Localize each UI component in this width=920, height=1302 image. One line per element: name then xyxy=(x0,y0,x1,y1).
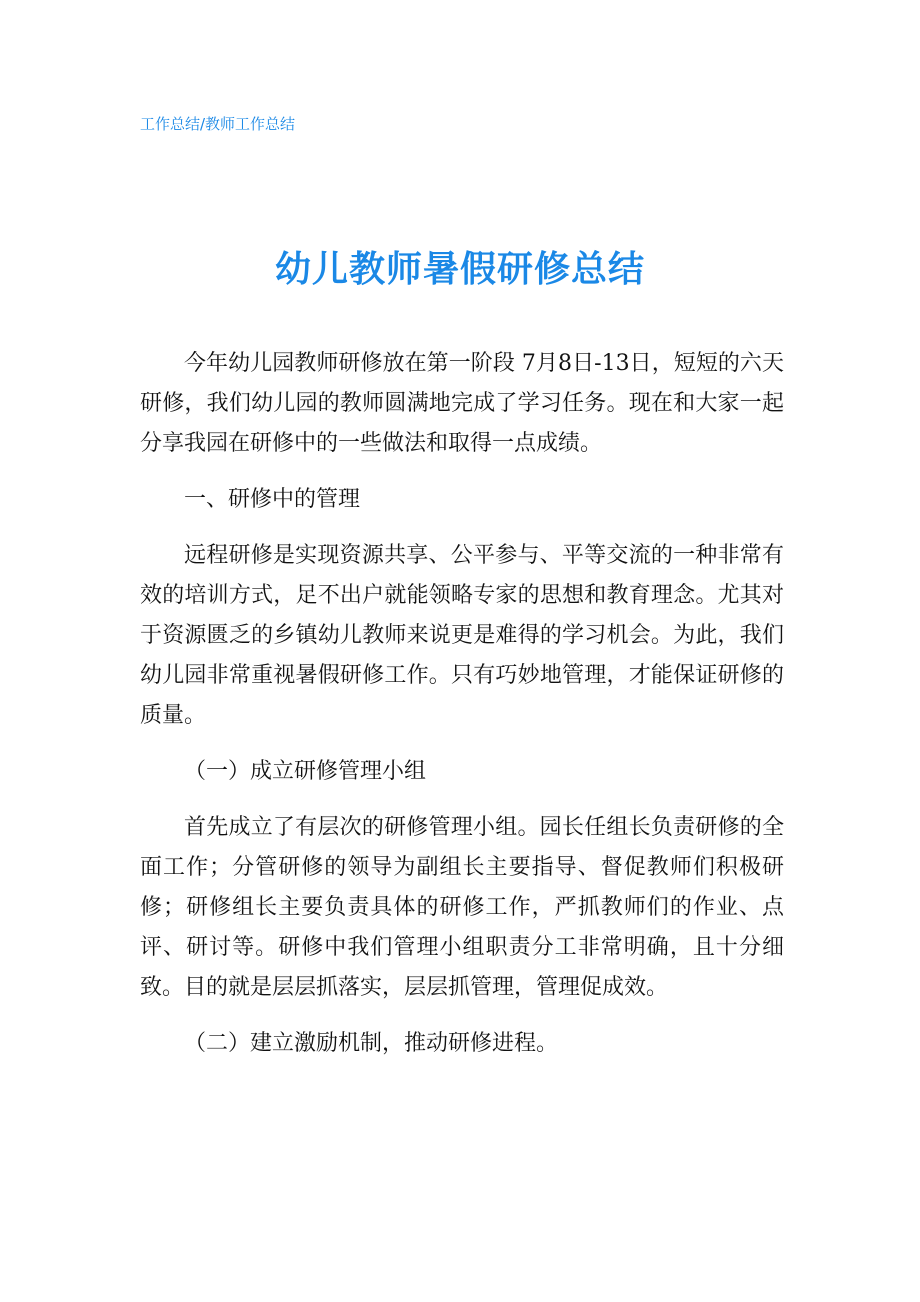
section-heading-management: 一、研修中的管理 xyxy=(184,487,361,512)
breadcrumb-link[interactable]: 工作总结/教师工作总结 xyxy=(140,115,296,133)
document-body xyxy=(140,344,784,1080)
body-paragraph-team: 首先成立了有层次的研修管理小组。园长任组长负责研修的全面工作；分管研修的领导为副组长主要指导、督促教师们积极研修；研修组长主要负责具体的研修工作，严抓教师们的作业、点评、研讨等。研修中我们管理小组职责分工非常明确，且十分细致。目的就是层层抓落实，层层抓管理，管理促成效。 xyxy=(140,815,784,1000)
intro-paragraph: 今年幼儿园教师研修放在第一阶段 7月8日-13日，短短的六天研修，我们幼儿园的教师圆满地完成了学习任务。现在和大家一起分享我园在研修中的一些做法和取得一点成绩。 xyxy=(140,351,784,456)
subsection-heading-incentive: （二）建立激励机制，推动研修进程。 xyxy=(184,1031,559,1056)
body-paragraph-remote-training: 远程研修是实现资源共享、公平参与、平等交流的一种非常有效的培训方式，足不出户就能领略专家的思想和教育理念。尤其对于资源匮乏的乡镇幼儿教师来说更是难得的学习机会。为此，我们幼儿园非常重视暑假研修工作。只有巧妙地管理，才能保证研修的质量。 xyxy=(140,543,784,728)
subsection-heading-team: （一）成立研修管理小组 xyxy=(184,759,427,784)
document-title: 幼儿教师暑假研修总结 xyxy=(274,249,645,291)
